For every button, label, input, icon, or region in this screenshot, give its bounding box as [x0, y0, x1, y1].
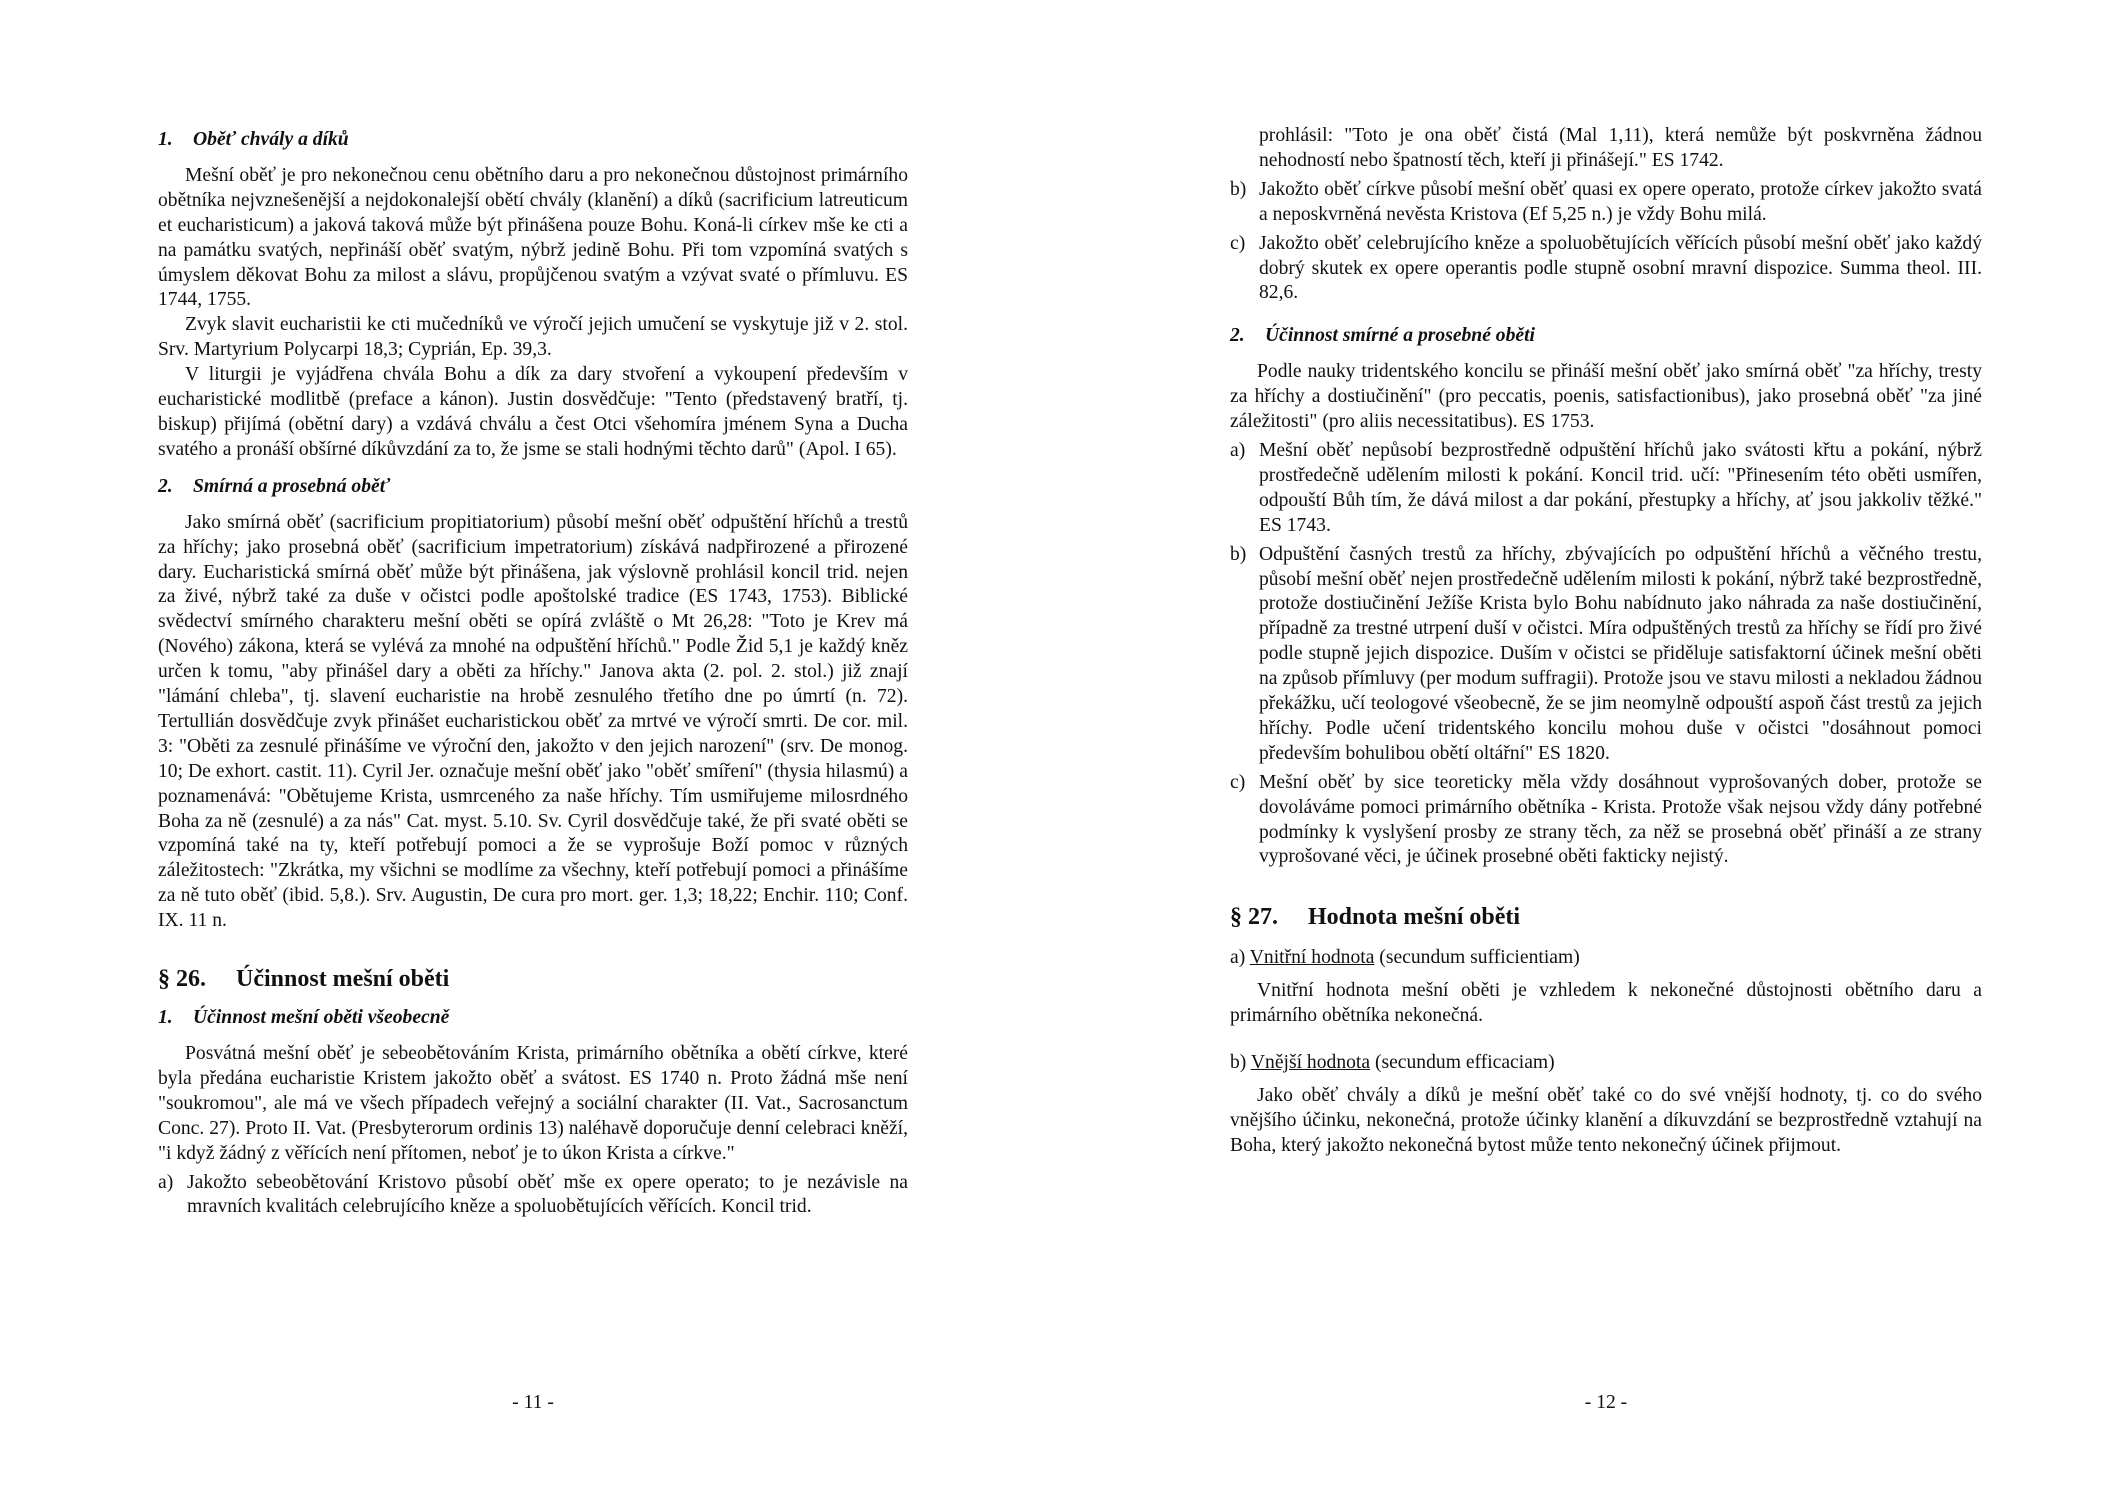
list-item-text: Jakožto oběť celebrujícího kněze a spoluobětujících věřících působí mešní oběť jako každý dobrý skutek ex opere operantis podle stupně osobní mravní dispozice. Summa theol. III. 82,6.: [1259, 232, 1982, 304]
list-item: [158, 1171, 908, 1221]
section-number: 2.: [158, 475, 173, 497]
list-marker: a): [158, 1171, 174, 1193]
chapter-number: § 26.: [158, 966, 206, 993]
section-heading: [1230, 324, 1982, 349]
subsection-label: Vnitřní hodnota: [1249, 947, 1375, 969]
list-item-text: Mešní oběť by sice teoreticky měla vždy dosáhnout vyprošovaných dober, protože se dovoláváme pomoci primárního obětníka - Krista. Protože však nejsou vždy dány potřebné podmínky k vyslyšení prosby ze strany těch, za něž se prosebná oběť přináší a ze strany vyprošované věci, je účinek prosebné oběti fakticky nejistý.: [1259, 771, 1982, 868]
section-heading: [158, 128, 908, 153]
paragraph: V liturgii je vyjádřena chvála Bohu a dík za dary stvoření a vykoupení především v eucharistické modlitbě (preface a kánon). Justin dosvědčuje: "Tento (představený bratří, tj. biskup) přijímá (obětní dary) a vzdává chválu a čest Otci všehomíra jménem Syna a Ducha svatého a pronáší obšírné díkůvzdání za to, že jsme se stali hodnými těchto darů" (Apol. I 65).: [158, 364, 908, 460]
list-item: [1230, 439, 1982, 539]
list-marker: c): [1230, 771, 1246, 793]
page-number: - 11 -: [512, 1392, 554, 1413]
paragraph: Podle nauky tridentského koncilu se přináší mešní oběť jako smírná oběť "za hříchy, tresty za hříchy a dostiučinění" (pro peccatis, poenis, satisfactionibus), jako prosebná oběť "za jiné záležitosti" (pro aliis necessitatibus). ES 1753.: [1230, 361, 1982, 433]
list-marker: b): [1230, 543, 1247, 565]
page-number: - 12 -: [1584, 1392, 1628, 1413]
paragraph: Posvátná mešní oběť je sebeobětováním Krista, primárního obětníka a obětí církve, které byla předána eucharistie Kristem jakožto oběť a svátost. ES 1740 n. Proto žádná mše není "soukromou", ale má ve všech případech veřejný a sociální charakter (II. Vat., Sacrosanctum Conc. 27). Proto II. Vat. (Presbyterorum ordinis 13) naléhavě doporučuje denní celebraci kněží, "i když žádný z věřících není přítomen, neboť je to úkon Krista a církve.": [158, 1043, 908, 1164]
section-heading: [158, 475, 908, 500]
section-title: Účinnost mešní oběti všeobecně: [193, 1007, 450, 1029]
section-heading: [158, 1006, 908, 1031]
list-item: [1230, 771, 1982, 871]
left-page: [158, 0, 908, 1501]
subsection-qualifier: (secundum efficaciam): [1370, 1052, 1555, 1074]
chapter-number: § 27.: [1230, 904, 1278, 931]
subsection-label: Vnější hodnota: [1250, 1052, 1371, 1074]
section-title: Smírná a prosebná oběť: [193, 475, 391, 497]
list-item-text: Mešní oběť nepůsobí bezprostředně odpuštění hříchů jako svátosti křtu a pokání, nýbrž prostředečně udělením milosti k pokání. Koncil trid. učí: "Přinesením této oběti usmířen, odpouští Bůh tím, že dává milost a dar pokání, přestupky a hříchy, ať jsou jakkoliv těžké." ES 1743.: [1259, 439, 1982, 536]
right-page: [1230, 0, 1982, 1501]
section-title: Oběť chvály a díků: [193, 129, 349, 150]
list-item-text: Jakožto sebeobětování Kristovo působí oběť mše ex opere operato; to je nezávisle na mravních kvalitách celebrujícího kněze a spoluobětujících věřících. Koncil trid.: [187, 1171, 908, 1218]
subsection-heading: [1230, 946, 1982, 971]
list-marker: b): [1230, 178, 1247, 200]
list-item: [1230, 543, 1982, 767]
subsection-qualifier: (secundum sufficientiam): [1374, 947, 1580, 969]
section-title: Účinnost smírné a prosebné oběti: [1265, 325, 1535, 347]
list-marker: a): [1230, 439, 1246, 461]
paragraph: Mešní oběť je pro nekonečnou cenu obětního daru a pro nekonečnou důstojnost primárního obětníka nejvznešenější a nejdokonalejší obětí chvály (klanění) a díků (sacrificium latreuticum et eucharisticum) a jaková taková může být přinášena pouze Bohu. Koná-li církev mše ke cti a na památku svatých, nepřináší oběť svatým, nýbrž jedině Bohu. Při tom vzpomíná svatých s úmyslem děkovat Bohu za milost a slávu, propůjčenou svatým a vzývat svaté o přímluvu. ES 1744, 1755.: [158, 164, 908, 311]
list-marker: b): [1230, 1052, 1247, 1074]
subsection-heading: [1230, 1051, 1982, 1076]
list-item-text: Jakožto oběť církve působí mešní oběť quasi ex opere operato, protože církev jakožto svatá a neposkvrněná nevěsta Kristova (Ef 5,25 n.) je vždy Bohu milá.: [1259, 178, 1982, 225]
left-page-content: [158, 128, 908, 1224]
section-number: 1.: [158, 129, 173, 150]
paragraph: Zvyk slavit eucharistii ke cti mučedníků ve výročí jejich umučení se vyskytuje již v 2. stol. Srv. Martyrium Polycarpi 18,3; Cyprián, Ep. 39,3.: [158, 314, 908, 361]
chapter-heading: [158, 964, 908, 994]
list-item-text: Odpuštění časných trestů za hříchy, zbývajících po odpuštění hříchů a věčného trestu, působí mešní oběť nejen prostředečně udělením milosti k pokání, nýbrž také bezprostředně, protože dostiučinění Ježíše Krista bylo Bohu nabídnuto jako náhrada za naše dostiučinění, případně za trestné utrpení duší v očistci. Míra odpuštěných trestů za hříchy se řídí pro živé podle stupně jejich dispozice. Duším v očistci se přiděluje satisfaktorní účinek mešní oběti na způsob přímluvy (per modum suffragii). Protože jsou ve stavu milosti a nekladou žádnou překážku, učí teologové všeobecně, že se jim neomylně odpouští aspoň část trestů za jejich hříchy. Podle učení tridentského koncilu mohou duše v očistci "dosáhnout pomoci především bohulibou obětí oltářní" ES 1820.: [1259, 543, 1982, 764]
section-number: 1.: [158, 1007, 173, 1029]
chapter-title: Hodnota mešní oběti: [1308, 904, 1521, 931]
section-number: 2.: [1230, 325, 1245, 347]
paragraph: Jako smírná oběť (sacrificium propitiatorium) působí mešní oběť odpuštění hříchů a trestů za hříchy; jako prosebná oběť (sacrificium impetratorium) získává nadpřirozené a přirozené dary. Eucharistická smírná oběť může být přinášena, jak výslovně prohlásil koncil trid. nejen za živé, nýbrž také za duše v očistci podle apoštolské tradice (ES 1743, 1753). Biblické svědectví smírného charakteru mešní oběti se opírá zvláště o Mt 26,28: "Toto je Krev má (Nového) zákona, která se vylévá za mnohé na odpuštění hříchů." Podle Žid 5,1 je každý kněz určen k tomu, "aby přinášel dary a oběti za hříchy." Janova akta (2. pol. 2. stol.) již znají "lámání chleba", tj. slavení eucharistie na hrobě zesnulého třetího dne po úmrtí (n. 72). Tertullián dosvědčuje zvyk přinášet eucharistickou oběť za mrtvé ve výročí smrti. De cor. mil. 3: "Oběti za zesnulé přinášíme ve výroční den, jakožto v den jejich narození" (srv. De monog. 10; De exhort. castit. 11). Cyril Jer. označuje mešní oběť jako "oběť smíření" (thysia hilasmú) a poznamenává: "Obětujeme Krista, usmrceného za naše hříchy. Tím usmiřujeme milosrdného Boha za ně (zesnulé) a za nás" Cat. myst. 5.10. Sv. Cyril dosvědčuje také, že při svaté oběti se vzpomíná také na ty, kteří potřebují pomoci a že se vyprošuje Boží pomoc v různých záležitostech: "Zkrátka, my všichni se modlíme za všechny, kteří potřebují pomoci a přinášíme za ně tuto oběť (ibid. 5,8.). Srv. Augustin, De cura pro mort. ger. 1,3; 18,22; Enchir. 110; Conf. IX. 11 n.: [158, 511, 908, 932]
right-page-content: [1230, 124, 1982, 1159]
list-marker: a): [1230, 947, 1246, 969]
paragraph: Jako oběť chvály a díků je mešní oběť také co do své vnější hodnoty, tj. co do svého vnějšího účinku, nekonečná, protože účinky klanění a díkuvzdání se bezprostředně vztahují na Boha, který jakožto nekonečná bytost může tento nekonečný účinek přijmout.: [1230, 1085, 1982, 1156]
list-item-continuation: [1230, 124, 1982, 174]
list-item-text: prohlásil: "Toto je ona oběť čistá (Mal 1,11), která nemůže být poskvrněna žádnou nehodností nebo špatností těch, kteří ji přinášejí." ES 1742.: [1259, 125, 1982, 171]
chapter-title: Účinnost mešní oběti: [236, 966, 450, 993]
list-item: [1230, 232, 1982, 307]
paragraph: Vnitřní hodnota mešní oběti je vzhledem k nekonečné důstojnosti obětního daru a primárního obětníka nekonečná.: [1230, 980, 1982, 1027]
list-marker: c): [1230, 232, 1246, 254]
list-item: [1230, 178, 1982, 228]
chapter-heading: [1230, 902, 1982, 932]
